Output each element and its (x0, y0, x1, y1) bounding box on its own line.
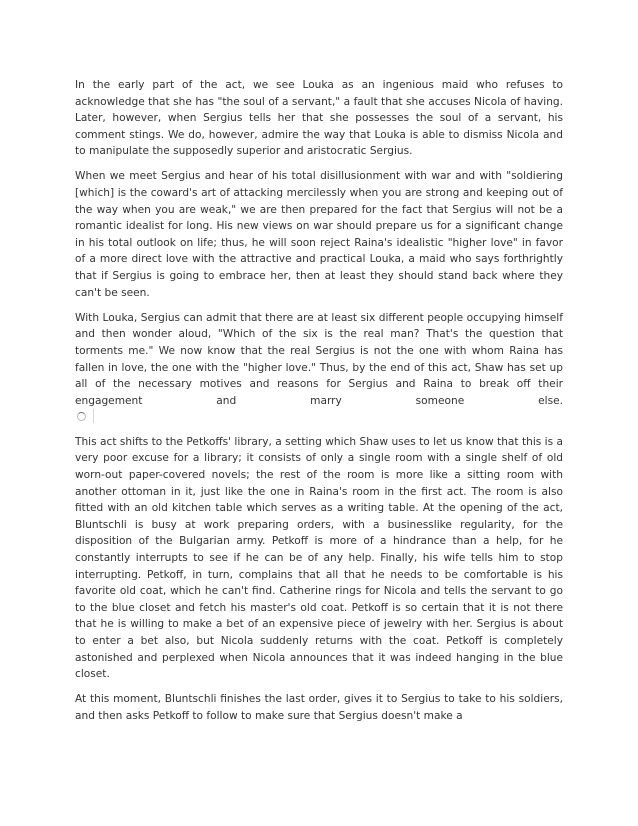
loading-spinner-icon (77, 412, 86, 421)
divider (93, 409, 94, 423)
embedded-object-placeholder (75, 409, 563, 425)
paragraph-louka-intro: In the early part of the act, we see Louka as an ingenious maid who refuses to acknowledge that she has "the soul of a servant," a fault that she accuses Nicola of having. Later, however, when Sergius tells her that she possesses the soul of a servant, his comment stings. We do, however, admire the way that Louka is able to dismiss Nicola and to manipulate the supposedly superior and aristocratic Sergius. (75, 79, 563, 158)
paragraph-sergius-war: When we meet Sergius and hear of his total disillusionment with war and with "soldiering [which] is the coward's art of attacking mercilessly when you are strong and keeping out of the way when you are weak," we are then prepared for the fact that Sergius will not be a romantic idealist for long. His new views on war should prepare us for a significant change in his total outlook on life; thus, he will soon reject Raina's idealistic "higher love" in favor of a more direct love with the attractive and practical Louka, a maid who says forthrightly that if Sergius is going to embrace her, then at least they should stand back where they can't be seen. (75, 170, 563, 299)
paragraph-six-selves: With Louka, Sergius can admit that there are at least six different people occupying himself and then wonder aloud, "Which of the six is the real man? That's the question that torments me." We now know that the real Sergius is not the one with whom Raina has fallen in love, the one with the "higher love." Thus, by the end of this act, Shaw has set up all of the necessary motives and reasons for Sergius and Raina to break off their engagement and marry someone else. (75, 311, 563, 407)
paragraph-bluntschli-orders: At this moment, Bluntschli finishes the last order, gives it to Sergius to take to his soldiers, and then asks Petkoff to follow to make sure that Sergius doesn't make a (75, 693, 563, 722)
document-page (75, 77, 563, 724)
paragraph-petkoff-library: This act shifts to the Petkoffs' library, a setting which Shaw uses to let us know that this is a very poor excuse for a library; it consists of only a single room with a single shelf of old worn-out paper-covered novels; the rest of the room is more like a sitting room with another ottoman in it, just like the one in Raina's room in the first act. The room is also fitted with an old kitchen table which serves as a writing table. At the opening of the act, Bluntschli is busy at work preparing orders, with a businesslike regularity, for the disposition of the Bulgarian army. Petkoff is more of a hindrance than a help, for he constantly interrupts to see if he can be of any help. Finally, his wife tells him to stop interrupting. Petkoff, in turn, complains that all that he needs to be comfortable is his favorite old coat, which he can't find. Catherine rings for Nicola and tells the servant to go to the blue closet and fetch his master's old coat. Petkoff is so certain that it is not there that he is willing to make a bet of an expensive piece of jewelry with her. Sergius is about to enter a bet also, but Nicola suddenly returns with the coat. Petkoff is completely astonished and perplexed when Nicola announces that it was indeed hanging in the blue closet. (75, 435, 563, 681)
